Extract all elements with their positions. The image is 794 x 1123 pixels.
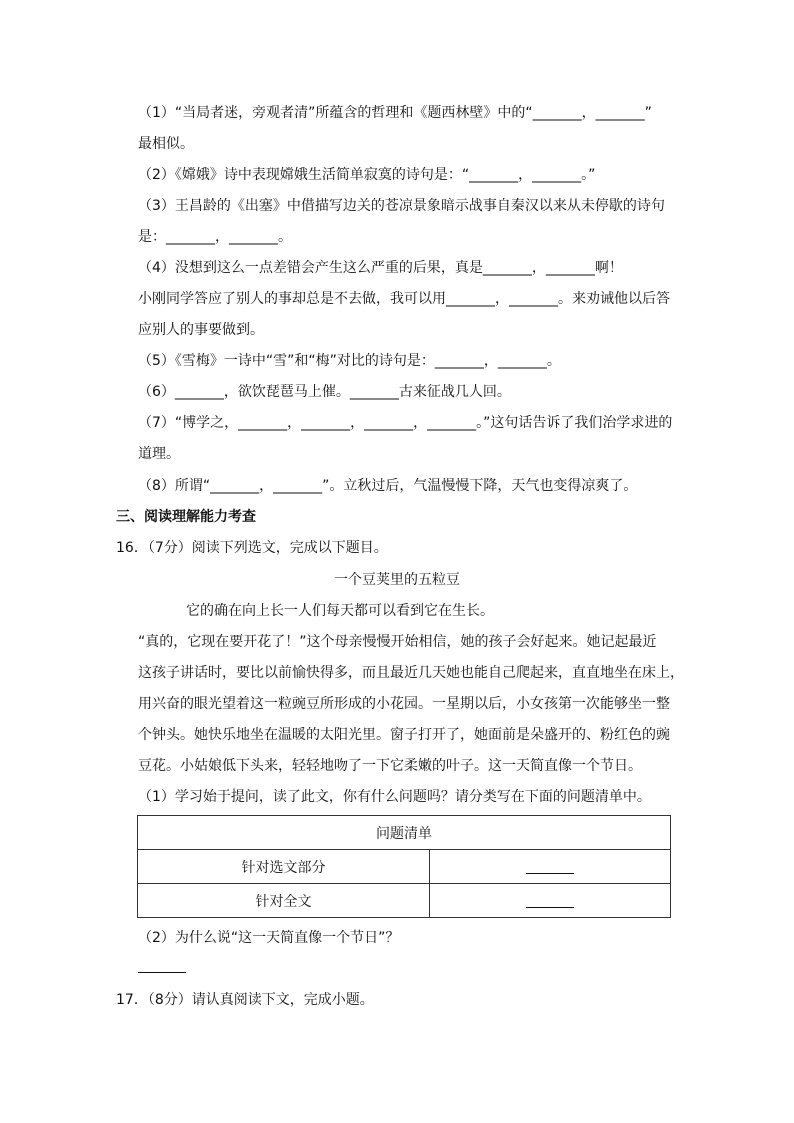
passage-line: 这孩子讲话时，要比以前愉快得多，而且最近几天她也能自己爬起来，直直地坐在床上， bbox=[138, 665, 684, 681]
table-row-label: 针对选文部分 bbox=[138, 850, 430, 884]
answer-blank[interactable] bbox=[526, 859, 574, 874]
question-17-header: 17．（8分）请认真阅读下文，完成小题。 bbox=[116, 992, 374, 1008]
question-15-2: （2）《嫦娥》诗中表现嫦娥生活简单寂寞的诗句是：“_______，_______。” bbox=[138, 167, 596, 183]
table-row bbox=[138, 850, 671, 884]
table-answer-cell[interactable] bbox=[430, 850, 671, 884]
table-row bbox=[138, 884, 671, 918]
table-header-cell: 问题清单 bbox=[138, 816, 671, 850]
question-15-7-line1: （7）“博学之，_______，_______，_______，_______。”这句话告诉了我们治学求进的 bbox=[138, 415, 673, 431]
answer-blank[interactable] bbox=[526, 893, 574, 908]
section-heading: 三、阅读理解能力考查 bbox=[116, 509, 256, 525]
question-16-sub2: （2）为什么说“这一天简直像一个节日”？ bbox=[138, 930, 400, 946]
passage-line: 个钟头。她快乐地坐在温暖的太阳光里。窗子打开了，她面前是朵盛开的、粉红色的豌 bbox=[138, 727, 670, 743]
table-row-label: 针对全文 bbox=[138, 884, 430, 918]
passage-line: 它的确在向上长一人们每天都可以看到它在生长。 bbox=[186, 603, 494, 619]
question-15-1-line2: 最相似。 bbox=[138, 136, 194, 152]
question-15-3-line1: （3）王昌龄的《出塞》中借描写边关的苍凉景象暗示战事自秦汉以来从未停歇的诗句 bbox=[138, 198, 665, 214]
question-15-1-line1: （1）“当局者迷，旁观者清”所蕴含的哲理和《题西林壁》中的“_______，_______” bbox=[138, 105, 652, 121]
question-15-4-line1: （4）没想到这么一点差错会产生这么严重的后果，真是_______，_______啊！ bbox=[138, 260, 623, 276]
question-15-4-line3: 应别人的事要做到。 bbox=[138, 322, 264, 338]
answer-blank[interactable] bbox=[138, 972, 186, 973]
passage-title: 一个豆荚里的五粒豆 bbox=[334, 572, 460, 588]
table-header-row bbox=[138, 816, 671, 850]
table-answer-cell[interactable] bbox=[430, 884, 671, 918]
question-15-3-line2: 是：_______，_______。 bbox=[138, 229, 292, 245]
question-16-sub1: （1）学习始于提问，读了此文，你有什么问题吗？请分类写在下面的问题清单中。 bbox=[138, 789, 651, 805]
question-16-header: 16．（7分）阅读下列选文，完成以下题目。 bbox=[116, 540, 388, 556]
question-15-4-line2: 小刚同学答应了别人的事却总是不去做，我可以用_______，_______。来劝诫他以后答 bbox=[138, 291, 670, 307]
passage-line: “真的，它现在要开花了！”这个母亲慢慢开始相信，她的孩子会好起来。她记起最近 bbox=[138, 634, 657, 650]
question-15-8: （8）所谓“_______，_______”。立秋过后，气温慢慢下降，天气也变得凉爽了。 bbox=[138, 478, 638, 494]
passage-line: 豆花。小姑娘低下头来，轻轻地吻了一下它柔嫩的叶子。这一天简直像一个节日。 bbox=[138, 758, 642, 774]
question-15-5: （5）《雪梅》一诗中“雪”和“梅”对比的诗句是：_______，_______。 bbox=[138, 353, 561, 369]
question-15-7-line2: 道理。 bbox=[138, 446, 180, 462]
passage-line: 用兴奋的眼光望着这一粒豌豆所形成的小花园。一星期以后，小女孩第一次能够坐一整 bbox=[138, 696, 670, 712]
question-15-6: （6）_______，欲饮琵琶马上催。_______古来征战几人回。 bbox=[138, 384, 511, 400]
question-list-table bbox=[137, 815, 671, 918]
